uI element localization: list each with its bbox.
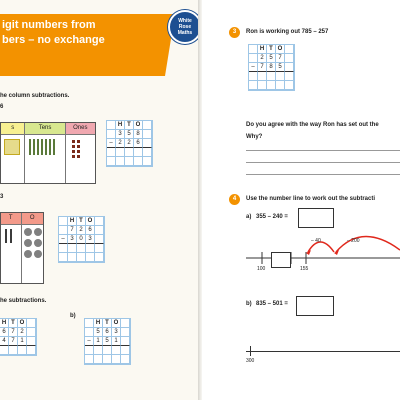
question-3-why: Why? xyxy=(246,134,263,140)
grid-cell xyxy=(59,217,68,226)
grid-cell xyxy=(143,139,152,148)
grid-cell xyxy=(95,217,104,226)
grid-cell: – xyxy=(107,139,116,148)
grid-cell xyxy=(285,63,294,72)
grid-cell[interactable] xyxy=(249,81,258,90)
hundreds-header: s xyxy=(1,123,24,135)
grid-cell xyxy=(143,130,152,139)
q1-fragment: 6 xyxy=(0,104,4,110)
grid-cell[interactable] xyxy=(68,253,77,262)
grid-cell[interactable] xyxy=(112,346,121,355)
ten-rod xyxy=(49,139,51,155)
title-line-1: igit numbers from xyxy=(2,19,96,31)
grid-cell xyxy=(121,328,130,337)
one-cube xyxy=(72,145,75,148)
answer-line[interactable] xyxy=(246,174,400,175)
grid-cell[interactable] xyxy=(116,157,125,166)
grid-cell: 6 xyxy=(103,328,112,337)
number-line-answer-box[interactable] xyxy=(271,252,291,268)
grid-cell xyxy=(121,337,130,346)
grid-cell[interactable] xyxy=(285,81,294,90)
place-value-chart-2 xyxy=(0,212,44,284)
grid-cell: 5 xyxy=(276,63,285,72)
grid-cell xyxy=(121,319,130,328)
grid-cell: 6 xyxy=(86,226,95,235)
question-3-number: 3 xyxy=(229,27,240,38)
grid-cell: T xyxy=(9,319,18,328)
ones-counter xyxy=(24,239,32,247)
grid-cell[interactable] xyxy=(107,157,116,166)
grid-cell: 6 xyxy=(0,328,9,337)
grid-cell[interactable] xyxy=(95,253,104,262)
grid-cell xyxy=(27,337,36,346)
ones-column xyxy=(66,123,95,183)
ten-rod xyxy=(33,139,35,155)
grid-cell: 1 xyxy=(94,337,103,346)
grid-cell: 5 xyxy=(103,337,112,346)
grid-cell xyxy=(285,54,294,63)
number-line-label-155: 155 xyxy=(300,266,309,272)
grid-cell[interactable] xyxy=(134,157,143,166)
grid-cell xyxy=(95,235,104,244)
grid-cell[interactable] xyxy=(107,148,116,157)
ten-rod-2 xyxy=(10,229,12,243)
q4b-answer-box[interactable] xyxy=(296,296,334,316)
grid-cell[interactable] xyxy=(121,346,130,355)
grid-cell xyxy=(85,319,94,328)
q1-subtraction-grid xyxy=(106,120,153,167)
grid-cell[interactable] xyxy=(18,346,27,355)
number-line-b-axis xyxy=(246,351,400,352)
grid-cell: 2 xyxy=(125,139,134,148)
grid-cell: O xyxy=(134,121,143,130)
grid-cell[interactable] xyxy=(103,346,112,355)
grid-cell[interactable] xyxy=(125,157,134,166)
grid-cell: T xyxy=(125,121,134,130)
grid-cell[interactable] xyxy=(59,244,68,253)
grid-cell xyxy=(95,226,104,235)
grid-cell[interactable] xyxy=(94,346,103,355)
q1-instruction: he column subtractions. xyxy=(0,93,70,99)
grid-cell: 5 xyxy=(267,54,276,63)
grid-cell xyxy=(27,319,36,328)
grid-cell[interactable] xyxy=(103,355,112,364)
title-line-2: bers – no exchange xyxy=(2,34,105,46)
ten-rod-2 xyxy=(5,229,7,243)
grid-cell: O xyxy=(276,45,285,54)
question-3-agree: Do you agree with the way Ron has set out the xyxy=(246,122,379,128)
grid-cell[interactable] xyxy=(267,72,276,81)
grid-cell: H xyxy=(258,45,267,54)
grid-cell: H xyxy=(0,319,9,328)
grid-cell: 8 xyxy=(134,130,143,139)
one-cube xyxy=(72,140,75,143)
grid-cell: 7 xyxy=(276,54,285,63)
grid-cell[interactable] xyxy=(249,72,258,81)
question-3-text: Ron is working out 785 – 257 xyxy=(246,29,329,35)
grid-cell xyxy=(249,45,258,54)
grid-cell[interactable] xyxy=(85,346,94,355)
grid-cell: H xyxy=(116,121,125,130)
q3-instruction: he subtractions. xyxy=(0,298,47,304)
q4a-expression: 355 – 240 = xyxy=(256,214,288,220)
jump-arrow-200 xyxy=(336,236,400,252)
grid-cell: 5 xyxy=(125,130,134,139)
grid-cell[interactable] xyxy=(125,148,134,157)
question-4-number: 4 xyxy=(229,194,240,205)
grid-cell: 2 xyxy=(77,226,86,235)
grid-cell xyxy=(27,328,36,337)
grid-cell[interactable] xyxy=(86,253,95,262)
grid-cell[interactable] xyxy=(285,72,294,81)
one-cube xyxy=(72,155,75,158)
grid-cell: 7 xyxy=(258,63,267,72)
grid-cell[interactable] xyxy=(68,244,77,253)
q2-subtraction-grid xyxy=(58,216,105,263)
grid-cell[interactable] xyxy=(267,81,276,90)
ten-rod xyxy=(37,139,39,155)
grid-cell[interactable] xyxy=(77,253,86,262)
grid-cell[interactable] xyxy=(94,355,103,364)
grid-cell xyxy=(107,130,116,139)
tens-header: Tens xyxy=(25,123,64,135)
grid-cell[interactable] xyxy=(276,72,285,81)
number-line-a xyxy=(242,228,400,278)
ones-counter xyxy=(34,239,42,247)
number-line-label-300: 300 xyxy=(246,358,255,364)
grid-cell[interactable] xyxy=(143,157,152,166)
grid-cell[interactable] xyxy=(27,346,36,355)
grid-cell xyxy=(85,328,94,337)
hundreds-column xyxy=(1,123,25,183)
one-cube xyxy=(72,150,75,153)
q3b-subtraction-grid xyxy=(84,318,131,365)
grid-cell[interactable] xyxy=(121,355,130,364)
grid-cell xyxy=(59,226,68,235)
hundred-block xyxy=(4,139,20,155)
grid-cell: 3 xyxy=(112,328,121,337)
grid-cell[interactable] xyxy=(9,346,18,355)
grid-cell: 7 xyxy=(9,337,18,346)
grid-cell[interactable] xyxy=(77,244,86,253)
grid-cell xyxy=(249,54,258,63)
answer-line[interactable] xyxy=(246,150,400,151)
grid-cell[interactable] xyxy=(134,148,143,157)
grid-cell: 2 xyxy=(258,54,267,63)
tens-column xyxy=(25,123,65,183)
ones-counter xyxy=(34,250,42,258)
grid-cell: 2 xyxy=(116,139,125,148)
grid-cell: 3 xyxy=(116,130,125,139)
q4a-answer-box[interactable] xyxy=(298,208,334,228)
grid-cell[interactable] xyxy=(258,81,267,90)
jump-label-40: – 40 xyxy=(311,238,321,244)
number-line-label-100: 100 xyxy=(257,266,266,272)
grid-cell xyxy=(143,121,152,130)
grid-cell: H xyxy=(68,217,77,226)
ones-counter xyxy=(34,228,42,236)
grid-cell: 6 xyxy=(134,139,143,148)
number-line-b-tick xyxy=(250,346,251,356)
grid-cell: 7 xyxy=(68,226,77,235)
grid-cell[interactable] xyxy=(143,148,152,157)
grid-cell[interactable] xyxy=(116,148,125,157)
grid-cell[interactable] xyxy=(59,253,68,262)
grid-cell[interactable] xyxy=(85,355,94,364)
jump-label-200: – 200 xyxy=(347,238,360,244)
tens-header-2: T xyxy=(1,213,21,225)
title-banner xyxy=(0,14,165,76)
answer-line[interactable] xyxy=(246,162,400,163)
grid-cell: 8 xyxy=(267,63,276,72)
ones-counter xyxy=(24,228,32,236)
ten-rod xyxy=(29,139,31,155)
one-cube xyxy=(77,150,80,153)
grid-cell[interactable] xyxy=(95,244,104,253)
grid-cell: 1 xyxy=(112,337,121,346)
question-4-text: Use the number line to work out the subtracti xyxy=(246,196,376,202)
q3b-label: b) xyxy=(70,313,76,319)
grid-cell: T xyxy=(103,319,112,328)
logo-word-1: White xyxy=(178,18,192,24)
grid-cell xyxy=(285,45,294,54)
q4b-expression: 835 – 501 = xyxy=(256,301,288,307)
grid-cell[interactable] xyxy=(112,355,121,364)
page-title xyxy=(2,18,105,48)
grid-cell: 5 xyxy=(94,328,103,337)
ten-rod xyxy=(41,139,43,155)
grid-cell xyxy=(107,121,116,130)
tens-column-2 xyxy=(1,213,22,283)
one-cube xyxy=(77,140,80,143)
grid-cell[interactable] xyxy=(258,72,267,81)
grid-cell: O xyxy=(18,319,27,328)
ron-subtraction-grid xyxy=(248,44,295,91)
grid-cell: 4 xyxy=(0,337,9,346)
grid-cell: 7 xyxy=(9,328,18,337)
grid-cell: 0 xyxy=(77,235,86,244)
grid-cell: – xyxy=(249,63,258,72)
right-page xyxy=(202,0,400,400)
grid-cell: – xyxy=(59,235,68,244)
logo-word-2: Rose xyxy=(178,24,192,30)
grid-cell: 3 xyxy=(68,235,77,244)
ones-header: Ones xyxy=(66,123,95,135)
grid-cell: O xyxy=(112,319,121,328)
grid-cell: T xyxy=(77,217,86,226)
logo-word-3: Maths xyxy=(177,30,193,36)
grid-cell: T xyxy=(267,45,276,54)
q3a-subtraction-grid xyxy=(0,318,37,356)
one-cube xyxy=(77,145,80,148)
ones-counter xyxy=(24,250,32,258)
white-rose-maths-logo xyxy=(168,10,200,44)
ten-rod xyxy=(53,139,55,155)
place-value-chart xyxy=(0,122,96,184)
ones-column-2 xyxy=(22,213,43,283)
one-cube xyxy=(77,155,80,158)
grid-cell[interactable] xyxy=(0,346,9,355)
q4b-label: b) xyxy=(246,301,252,307)
grid-cell[interactable] xyxy=(86,244,95,253)
grid-cell: 3 xyxy=(86,235,95,244)
grid-cell: O xyxy=(86,217,95,226)
q4a-label: a) xyxy=(246,214,252,220)
grid-cell: – xyxy=(85,337,94,346)
q2-fragment: 3 xyxy=(0,194,4,200)
ten-rod xyxy=(45,139,47,155)
ones-header-2: O xyxy=(22,213,43,225)
grid-cell: H xyxy=(94,319,103,328)
grid-cell: 2 xyxy=(18,328,27,337)
grid-cell[interactable] xyxy=(276,81,285,90)
grid-cell: 1 xyxy=(18,337,27,346)
